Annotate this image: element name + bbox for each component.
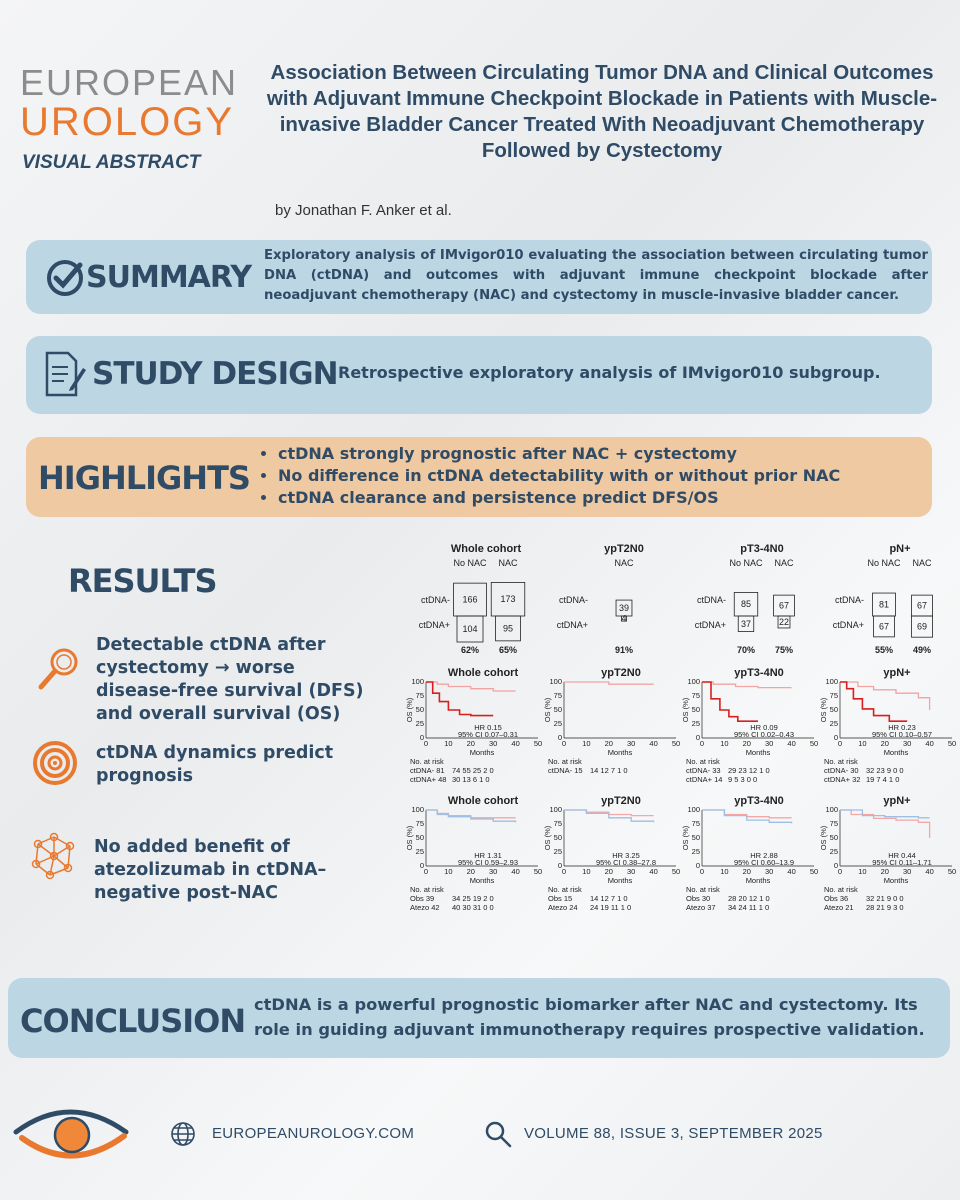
x-tick-label: 50 (947, 739, 957, 748)
highlights-heading: HIGHLIGHTS (38, 459, 250, 497)
confidence-interval: 95% CI 0.07–0.31 (457, 730, 519, 739)
y-tick-label: 75 (829, 819, 838, 828)
y-tick-label: 50 (691, 833, 700, 842)
y-tick-label: 50 (553, 833, 562, 842)
hazard-ratio: HR 1.31 (474, 851, 502, 860)
x-tick-label: 10 (444, 739, 453, 748)
x-tick-label: 20 (604, 739, 613, 748)
row-label: ctDNA- (559, 595, 588, 605)
risk-row-label: Obs 36 (824, 894, 849, 903)
risk-row-values: 34 24 11 1 0 (728, 903, 770, 912)
x-tick-label: 10 (858, 867, 867, 876)
conclusion-heading: CONCLUSION (20, 1002, 246, 1040)
checkmark-circle-icon (46, 259, 84, 301)
risk-row-label: ctDNA+ 14 (686, 775, 723, 784)
x-axis-label: Months (745, 876, 771, 885)
x-tick-label: 20 (742, 739, 751, 748)
y-tick-label: 0 (695, 733, 700, 742)
x-tick-label: 10 (720, 739, 729, 748)
risk-row-values: 28 21 9 3 0 (866, 903, 904, 912)
website-link[interactable]: EUROPEANUROLOGY.COM (212, 1125, 415, 1142)
eye-logo-icon (12, 1102, 130, 1176)
km-panel-title: ypT3-4N0 (734, 667, 784, 679)
study-design-text: Retrospective exploratory analysis of IMvigor010 subgroup. (338, 363, 881, 382)
risk-table-header: No. at risk (824, 885, 858, 894)
risk-row-values: 24 19 11 1 0 (590, 903, 632, 912)
y-tick-label: 75 (691, 691, 700, 700)
y-tick-label: 50 (415, 705, 424, 714)
percent-label: 70% (736, 645, 756, 655)
risk-row-label: Obs 30 (686, 894, 711, 903)
x-tick-label: 30 (903, 739, 912, 748)
km-panel-title: ypT3-4N0 (734, 795, 784, 807)
cell-value: 173 (500, 594, 516, 605)
cell-value: 69 (916, 621, 928, 632)
citation-text: VOLUME 88, ISSUE 3, SEPTEMBER 2025 (524, 1125, 823, 1142)
y-tick-label: 100 (825, 805, 838, 814)
cell-value: 95 (502, 623, 514, 634)
y-axis-label: OS (%) (405, 697, 414, 723)
y-tick-label: 75 (553, 691, 562, 700)
confidence-interval: 95% CI 0.38–27.8 (595, 858, 657, 867)
x-tick-label: 20 (880, 739, 889, 748)
x-tick-label: 10 (720, 867, 729, 876)
cell-value: 166 (462, 594, 478, 605)
ctdna-pos-curve (702, 682, 758, 721)
summary-section (26, 240, 932, 314)
risk-row-label: Obs 15 (548, 894, 573, 903)
risk-table-header: No. at risk (410, 885, 444, 894)
percent-label: 62% (460, 645, 480, 655)
panel-title: ypT2N0 (604, 543, 644, 555)
cell-value: 39 (618, 603, 630, 614)
y-tick-label: 25 (829, 847, 838, 856)
brand-line-urology: UROLOGY (20, 100, 235, 144)
risk-table-header: No. at risk (686, 885, 720, 894)
brand-line-european: EUROPEAN (20, 62, 239, 103)
x-tick-label: 10 (444, 867, 453, 876)
hazard-ratio: HR 0.09 (750, 723, 778, 732)
risk-row-values: 32 23 9 0 0 (866, 766, 904, 775)
km-panel-title: ypT2N0 (601, 795, 641, 807)
y-axis-label: OS (%) (681, 697, 690, 723)
x-tick-label: 0 (699, 867, 705, 876)
column-label: No NAC (729, 558, 763, 568)
column-label: NAC (774, 558, 794, 568)
conclusion-section (8, 978, 950, 1058)
ctdna-neg-curve (426, 682, 516, 691)
risk-row-label: ctDNA- 81 (410, 766, 445, 775)
cell-value: 85 (740, 599, 752, 610)
risk-row-label: ctDNA- 33 (686, 766, 721, 775)
x-axis-label: Months (607, 876, 633, 885)
ctdna-neg-curve (702, 682, 792, 688)
x-tick-label: 30 (903, 867, 912, 876)
document-pencil-icon (44, 350, 86, 402)
cell-value: 104 (462, 624, 478, 635)
km-panel-title: ypN+ (883, 795, 911, 807)
percent-label: 75% (774, 645, 794, 655)
risk-row-values: 74 55 25 2 0 (452, 766, 494, 775)
y-tick-label: 25 (415, 847, 424, 856)
x-tick-label: 50 (671, 867, 681, 876)
cell-value: 37 (740, 618, 752, 629)
panel-title: pN+ (889, 543, 911, 555)
cell-value: 67 (878, 621, 890, 632)
x-tick-label: 40 (925, 867, 934, 876)
y-tick-label: 0 (419, 861, 424, 870)
y-axis-label: OS (%) (681, 825, 690, 851)
confidence-interval: 95% CI 0.02–0.43 (733, 730, 795, 739)
x-tick-label: 40 (649, 739, 658, 748)
confidence-interval: 95% CI 0.10–0.57 (871, 730, 933, 739)
y-axis-label: OS (%) (819, 697, 828, 723)
x-tick-label: 40 (649, 867, 658, 876)
row-label: ctDNA+ (694, 620, 726, 630)
y-tick-label: 75 (829, 691, 838, 700)
y-tick-label: 0 (419, 733, 424, 742)
y-axis-label: OS (%) (819, 825, 828, 851)
risk-table-header: No. at risk (410, 757, 444, 766)
risk-row-label: Obs 39 (410, 894, 435, 903)
y-tick-label: 100 (549, 805, 562, 814)
study-design-section (26, 336, 932, 414)
summary-heading: SUMMARY (86, 260, 252, 295)
article-title: Association Between Circulating Tumor DNA and Clinical Outcomes with Adjuvant Immune Checkpoint Blockade in Patients with Muscle-invasive Bladder Cancer Treated With Neoadjuvant Chemotherapy Followed by Cystectomy (266, 61, 938, 162)
brand-visual-abstract: VISUAL ABSTRACT (22, 152, 201, 173)
confidence-interval: 95% CI 0.59–2.93 (457, 858, 519, 867)
x-tick-label: 0 (561, 867, 567, 876)
risk-row-values: 29 23 12 1 0 (728, 766, 770, 775)
risk-row-label: Atezo 37 (686, 903, 716, 912)
column-label: No NAC (867, 558, 901, 568)
highlight-item: • ctDNA strongly prognostic after NAC + cystectomy (278, 443, 918, 465)
y-tick-label: 100 (825, 677, 838, 686)
risk-row-label: Atezo 24 (548, 903, 578, 912)
hazard-ratio: HR 2.88 (750, 851, 778, 860)
x-axis-label: Months (469, 748, 495, 757)
confidence-interval: 95% CI 0.60–13.9 (733, 858, 795, 867)
risk-row-label: ctDNA+ 32 (824, 775, 861, 784)
row-label: ctDNA+ (556, 620, 588, 630)
column-label: NAC (498, 558, 518, 568)
x-tick-label: 30 (765, 867, 774, 876)
hazard-ratio: HR 0.44 (888, 851, 916, 860)
risk-row-values: 9 5 3 0 0 (728, 775, 758, 784)
cell-value: 22 (778, 616, 790, 627)
x-tick-label: 0 (837, 867, 843, 876)
y-tick-label: 100 (687, 677, 700, 686)
risk-row-values: 28 20 12 1 0 (728, 894, 770, 903)
y-axis-label: OS (%) (543, 697, 552, 723)
row-label: ctDNA- (835, 595, 864, 605)
y-tick-label: 100 (549, 677, 562, 686)
x-tick-label: 0 (837, 739, 843, 748)
km-panel-title: ypN+ (883, 667, 911, 679)
y-tick-label: 25 (415, 719, 424, 728)
x-tick-label: 20 (880, 867, 889, 876)
highlights-list (258, 443, 918, 509)
magnifier-icon (36, 644, 84, 696)
row-label: ctDNA- (421, 595, 450, 605)
y-tick-label: 100 (687, 805, 700, 814)
globe-icon (170, 1121, 196, 1151)
result-item-atezolizumab: No added benefit of atezolizumab in ctDNA–negative post-NAC (94, 837, 327, 903)
y-tick-label: 25 (553, 847, 562, 856)
percent-label: 91% (614, 645, 634, 655)
y-tick-label: 50 (829, 705, 838, 714)
row-label: ctDNA+ (418, 620, 450, 630)
y-tick-label: 50 (415, 833, 424, 842)
percent-label: 49% (912, 645, 932, 655)
x-tick-label: 10 (582, 739, 591, 748)
y-tick-label: 0 (557, 861, 562, 870)
x-tick-label: 0 (423, 739, 429, 748)
x-tick-label: 40 (511, 739, 520, 748)
hazard-ratio: HR 0.15 (474, 723, 502, 732)
y-axis-label: OS (%) (405, 825, 414, 851)
risk-row-values: 30 13 6 1 0 (452, 775, 490, 784)
column-label: No NAC (453, 558, 487, 568)
results-figure (405, 538, 960, 923)
km-panel-title: Whole cohort (447, 667, 519, 679)
x-tick-label: 30 (489, 739, 498, 748)
column-label: NAC (912, 558, 932, 568)
atezo-curve (426, 810, 516, 822)
y-tick-label: 0 (833, 861, 838, 870)
byline: by Jonathan F. Anker et al. (275, 202, 452, 219)
y-tick-label: 0 (557, 733, 562, 742)
cell-value: 67 (916, 600, 928, 611)
x-tick-label: 0 (561, 739, 567, 748)
x-tick-label: 40 (925, 739, 934, 748)
panel-title: Whole cohort (450, 543, 522, 555)
x-tick-label: 0 (423, 867, 429, 876)
summary-text: Exploratory analysis of IMvigor010 evaluating the association between circulating tumor DNA (ctDNA) and outcomes with adjuvant immune checkpoint blockade after neoadjuvant chemotherapy (NAC) and cystectomy in muscle-invasive bladder cancer. (264, 248, 928, 303)
x-tick-label: 50 (533, 739, 543, 748)
cell-value: 4 (621, 613, 627, 624)
y-tick-label: 0 (833, 733, 838, 742)
x-tick-label: 40 (787, 739, 796, 748)
risk-row-values: 14 12 7 1 0 (590, 894, 628, 903)
risk-row-label: ctDNA- 30 (824, 766, 859, 775)
search-icon (484, 1120, 512, 1152)
km-panel-title: Whole cohort (447, 795, 519, 807)
x-tick-label: 30 (489, 867, 498, 876)
risk-row-values: 34 25 19 2 0 (452, 894, 494, 903)
x-tick-label: 50 (809, 867, 819, 876)
x-tick-label: 0 (699, 739, 705, 748)
highlights-section (26, 437, 932, 517)
atezo-curve (702, 810, 792, 823)
results-heading: RESULTS (68, 562, 217, 600)
highlight-item: • No difference in ctDNA detectability with or without prior NAC (278, 465, 918, 487)
x-tick-label: 40 (511, 867, 520, 876)
x-axis-label: Months (883, 876, 909, 885)
cell-value: 67 (778, 600, 790, 611)
y-tick-label: 25 (691, 847, 700, 856)
y-tick-label: 100 (411, 805, 424, 814)
x-axis-label: Months (469, 876, 495, 885)
x-tick-label: 50 (809, 739, 819, 748)
y-tick-label: 75 (415, 819, 424, 828)
risk-row-label: Atezo 21 (824, 903, 854, 912)
y-tick-label: 75 (691, 819, 700, 828)
risk-row-label: ctDNA+ 48 (410, 775, 447, 784)
hazard-ratio: HR 0.23 (888, 723, 916, 732)
risk-row-label: ctDNA- 15 (548, 766, 583, 775)
x-tick-label: 20 (742, 867, 751, 876)
y-tick-label: 25 (553, 719, 562, 728)
risk-table-header: No. at risk (686, 757, 720, 766)
study-design-heading: STUDY DESIGN (92, 356, 338, 392)
y-tick-label: 25 (691, 719, 700, 728)
x-axis-label: Months (883, 748, 909, 757)
km-panel-title: ypT2N0 (601, 667, 641, 679)
y-tick-label: 50 (691, 705, 700, 714)
x-tick-label: 30 (627, 739, 636, 748)
risk-row-values: 14 12 7 1 0 (590, 766, 628, 775)
result-item-ctdna-survival: Detectable ctDNA after cystectomy → worse disease-free survival (DFS) and overall survival (OS) (96, 635, 364, 724)
y-tick-label: 100 (411, 677, 424, 686)
percent-label: 55% (874, 645, 894, 655)
confidence-interval: 95% CI 0.11–1.71 (872, 858, 932, 867)
network-icon (30, 832, 78, 884)
cell-value: 81 (878, 599, 890, 610)
y-tick-label: 75 (553, 819, 562, 828)
row-label: ctDNA- (697, 595, 726, 605)
risk-table-header: No. at risk (548, 757, 582, 766)
risk-row-values: 40 30 31 0 0 (452, 903, 494, 912)
x-tick-label: 20 (466, 739, 475, 748)
x-tick-label: 50 (533, 867, 543, 876)
x-tick-label: 50 (947, 867, 957, 876)
risk-table-header: No. at risk (824, 757, 858, 766)
percent-label: 65% (498, 645, 518, 655)
x-tick-label: 20 (604, 867, 613, 876)
x-tick-label: 30 (765, 739, 774, 748)
x-tick-label: 40 (787, 867, 796, 876)
risk-row-values: 19 7 4 1 0 (866, 775, 900, 784)
risk-row-values: 32 21 9 0 0 (866, 894, 904, 903)
risk-table-header: No. at risk (548, 885, 582, 894)
hazard-ratio: HR 3.25 (612, 851, 640, 860)
target-icon (32, 740, 78, 790)
conclusion-text: ctDNA is a powerful prognostic biomarker after NAC and cystectomy. Its role in guiding adjuvant immunotherapy requires prospective validation. (254, 995, 925, 1039)
y-tick-label: 75 (415, 691, 424, 700)
y-tick-label: 50 (829, 833, 838, 842)
y-tick-label: 0 (695, 861, 700, 870)
x-axis-label: Months (607, 748, 633, 757)
risk-row-label: Atezo 42 (410, 903, 440, 912)
x-tick-label: 10 (582, 867, 591, 876)
y-axis-label: OS (%) (543, 825, 552, 851)
x-tick-label: 10 (858, 739, 867, 748)
panel-title: pT3-4N0 (740, 543, 784, 555)
y-tick-label: 25 (829, 719, 838, 728)
x-tick-label: 50 (671, 739, 681, 748)
x-tick-label: 20 (466, 867, 475, 876)
x-axis-label: Months (745, 748, 771, 757)
column-label: NAC (614, 558, 634, 568)
row-label: ctDNA+ (832, 620, 864, 630)
result-item-dynamics: ctDNA dynamics predict prognosis (96, 743, 334, 786)
obs-curve (840, 810, 930, 838)
x-tick-label: 30 (627, 867, 636, 876)
y-tick-label: 50 (553, 705, 562, 714)
highlight-item: • ctDNA clearance and persistence predict DFS/OS (278, 487, 918, 509)
ctdna-neg-curve (564, 682, 654, 684)
